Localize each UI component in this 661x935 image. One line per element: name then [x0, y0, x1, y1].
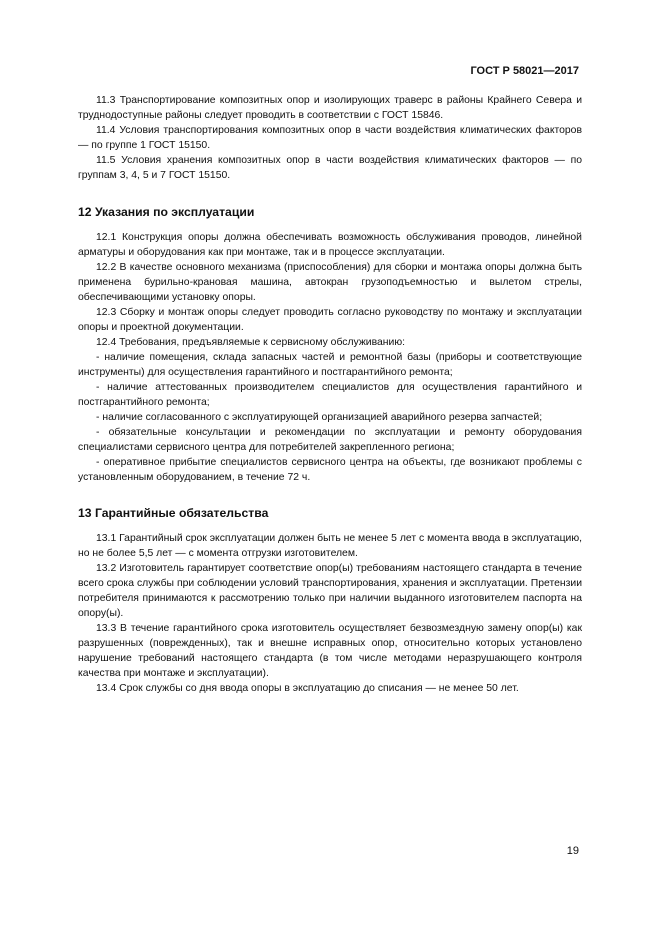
page-number: 19	[566, 845, 579, 857]
paragraph-11-3: 11.3 Транспортирование композитных опор и изолирующих траверс в районы Крайнего Севера и труднодоступные районы следует проводить в соответствии с ГОСТ 15846.	[78, 95, 582, 121]
page-header: ГОСТ Р 58021—2017	[470, 65, 579, 77]
list-item: - наличие помещения, склада запасных частей и ремонтной базы (приборы и соответствующие инструменты) для осуществления гарантийного и постгарантийного ремонта;	[78, 352, 582, 378]
paragraph-12-3: 12.3 Сборку и монтаж опоры следует проводить согласно руководству по монтажу и эксплуатации опоры и проектной документации.	[78, 307, 582, 333]
list-item: - обязательные консультации и рекомендации по эксплуатации и ремонту оборудования специалистами сервисного центра для потребителей закрепленного региона;	[78, 427, 582, 453]
document-body	[78, 93, 582, 696]
list-item: - наличие согласованного с эксплуатирующей организацией аварийного резерва запчастей;	[96, 412, 543, 423]
list-item: - наличие аттестованных производителем специалистов для осуществления гарантийного и постгарантийного ремонта;	[78, 382, 582, 408]
paragraph-13-4: 13.4 Срок службы со дня ввода опоры в эксплуатацию до списания — не менее 50 лет.	[96, 683, 519, 694]
paragraph-12-2: 12.2 В качестве основного механизма (приспособления) для сборки и монтажа опоры должна быть применена бурильно-крановая машина, автокран грузоподъемностью и вылетом стрелы, обеспечивающими установку опоры.	[78, 262, 582, 303]
paragraph-13-1: 13.1 Гарантийный срок эксплуатации должен быть не менее 5 лет с момента ввода в эксплуатацию, но не более 5,5 лет — с момента отгрузки изготовителем.	[78, 533, 582, 559]
section-13	[78, 531, 582, 696]
paragraph-12-4: 12.4 Требования, предъявляемые к сервисному обслуживанию:	[96, 337, 406, 348]
paragraph-13-2: 13.2 Изготовитель гарантирует соответствие опор(ы) требованиям настоящего стандарта в течение всего срока службы при соблюдении условий транспортирования, хранения и эксплуатации. Претензии потребителя принимаются к рассмотрению только при наличии выданного изготовителем паспорта на опору(ы).	[78, 563, 582, 619]
paragraph-11-5: 11.5 Условия хранения композитных опор в части воздействия климатических факторов — по группам 3, 4, 5 и 7 ГОСТ 15150.	[78, 155, 582, 181]
list-item: - оперативное прибытие специалистов сервисного центра на объекты, где возникают проблемы с установленным оборудованием, в течение 72 ч.	[78, 457, 582, 483]
section-12-heading: 12 Указания по эксплуатации	[78, 205, 255, 219]
section-11	[78, 93, 582, 183]
paragraph-12-1: 12.1 Конструкция опоры должна обеспечивать возможность обслуживания проводов, линейной арматуры и оборудования как при монтаже, так и в процессе эксплуатации.	[78, 232, 582, 258]
paragraph-13-3: 13.3 В течение гарантийного срока изготовитель осуществляет безвозмездную замену опор(ы) как разрушенных (поврежденных), так и внешне исправных опор, относительно которых установлено нарушение требований настоящего стандарта (в том числе методами неразрушающего контроля качества при монтаже и эксплуатации).	[78, 623, 582, 679]
section-12	[78, 230, 582, 485]
section-13-heading: 13 Гарантийные обязательства	[78, 506, 269, 520]
paragraph-11-4: 11.4 Условия транспортирования композитных опор в части воздействия климатических факторов — по группе 1 ГОСТ 15150.	[78, 125, 582, 151]
